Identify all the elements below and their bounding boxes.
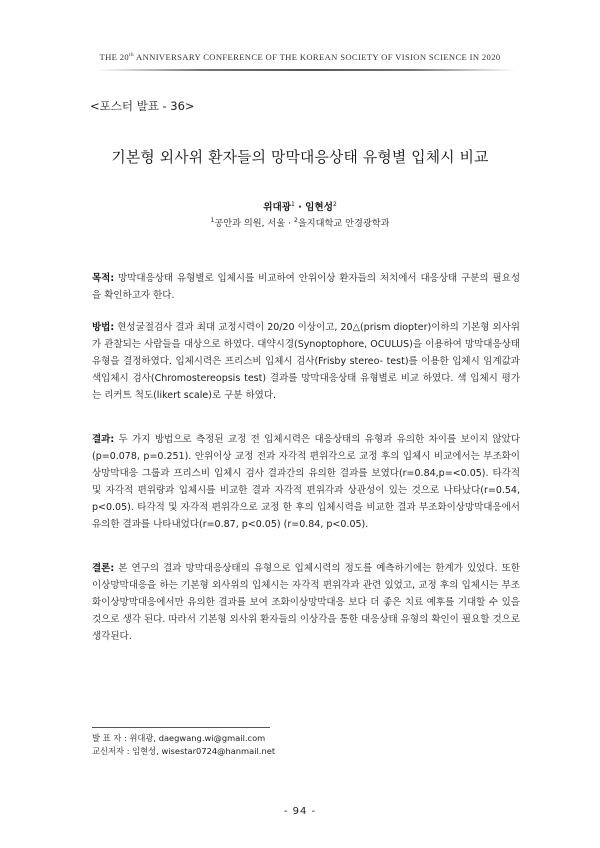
presenter-footnote: 발 표 자 : 위대광, daegwang.wi@gmail.com	[92, 733, 266, 743]
affiliation-2: 을지대학교 안경광학과	[297, 218, 390, 229]
result-text: 두 가지 방법으로 측정된 교정 전 입체시력은 대응상태의 유형과 유의한 차이를 보이지 않았다(p=0.078, p=0.251). 안위이상 교정 전과 자각적 편위각으로 교정 후의 입체시 비교에서는 부조화이상망막대응 그룹과 프리스비 입체시 검사 결과간의 유의한 결과를 보였다(r=0.84,p=<0.05). 타각적 및 자각적 편위량과 입체시를 비교한 결과 자각적 편위각과 상관성이 있는 것으로 나타났다(r=0.54, p<0.05). 타각적 및 자각적 편위각으로 교정 한 후의 입체시력을 비교한 결과 부조화이상망막대응에서 유의한 결과를 나타내었다(r=0.87, p<0.05) (r=0.84, p<0.05).	[92, 434, 520, 531]
abstract-method-section	[92, 319, 520, 404]
conclusion-text: 본 연구의 결과 망막대응상태의 유형으로 입체시력의 정도를 예측하기에는 한계가 있었다. 또한 이상망막대응을 하는 기본형 외사위의 입체시는 자각적 편위각과 관련 있었고, 교정 후의 입체시는 부조화이상망막대응에서만 유의한 결과를 보여 조화이상망막대응 보다 더 좋은 치료 예후를 기대할 수 있을 것으로 생각 된다. 따라서 기본형 외사위 환자들의 이상각을 통한 대응상태 유형의 확인이 필요할 것으로 생각된다.	[92, 563, 520, 643]
affiliation-1-mark: 1	[210, 216, 215, 224]
affiliation-1: 공안과 의원, 서울 ·	[214, 218, 294, 229]
author-2-affiliation-mark: 2	[332, 200, 337, 208]
abstract-conclusion	[92, 560, 520, 645]
abstract-method	[92, 319, 520, 404]
running-header-prefix: THE 20	[99, 52, 130, 62]
author-2: 임현성	[305, 202, 333, 213]
author-separator: ·	[294, 202, 306, 213]
header-divider	[96, 69, 516, 71]
running-header-rest: ANNIVERSARY CONFERENCE OF THE KOREAN SOCIETY OF VISION SCIENCE IN 2020	[134, 52, 501, 62]
author-1: 위대광	[263, 202, 291, 213]
abstract-result-section	[92, 431, 520, 534]
author-line	[0, 199, 600, 213]
conclusion-label: 결론:	[92, 563, 115, 574]
page-number: - 94 -	[283, 806, 317, 817]
footnote-divider	[92, 727, 270, 728]
purpose-text: 망막대응상태 유형별로 입체시를 비교하여 안위이상 환자들의 처치에서 대응상태 구분의 필요성을 확인하고자 한다.	[92, 273, 520, 302]
footnotes	[92, 732, 275, 757]
poster-label: <포스터 발표 - 36>	[90, 99, 195, 113]
purpose-label: 목적:	[92, 273, 115, 284]
running-header-ordinal: th	[129, 52, 135, 59]
method-label: 방법:	[92, 322, 115, 333]
result-label: 결과:	[92, 434, 115, 445]
paper-title: 기본형 외사위 환자들의 망막대응상태 유형별 입체시 비교	[111, 149, 489, 166]
running-header	[0, 52, 600, 62]
corresponding-author-footnote: 교신저자 : 임현성, wisestar0724@hanmail.net	[92, 745, 276, 756]
abstract-conclusion-section	[92, 560, 520, 645]
abstract-purpose-section	[92, 270, 520, 304]
author-1-affiliation-mark: 1	[291, 200, 295, 208]
abstract-result	[92, 431, 520, 534]
abstract-purpose	[92, 270, 520, 304]
affiliation-2-mark: 2	[293, 216, 298, 224]
affiliation-line	[0, 215, 600, 229]
method-text: 현성굴절검사 결과 최대 교정시력이 20/20 이상이고, 20△(prism diopter)이하의 기본형 외사위가 관찰되는 사람들을 대상으로 하였다. 대약시경(Synoptophore, OCULUS)을 이용하여 망막대응상태 유형을 결정하였다. 입체시력은 프리스비 입체시 검사(Frisby stereo- test)를 이용한 입체시 임계값과 색입체시 검사(Chromostereopsis test) 결과를 망막대응상태 유형별로 비교 하였다. 색 입체시 평가는 리커트 척도(likert scale)로 구분 하였다.	[92, 322, 520, 402]
